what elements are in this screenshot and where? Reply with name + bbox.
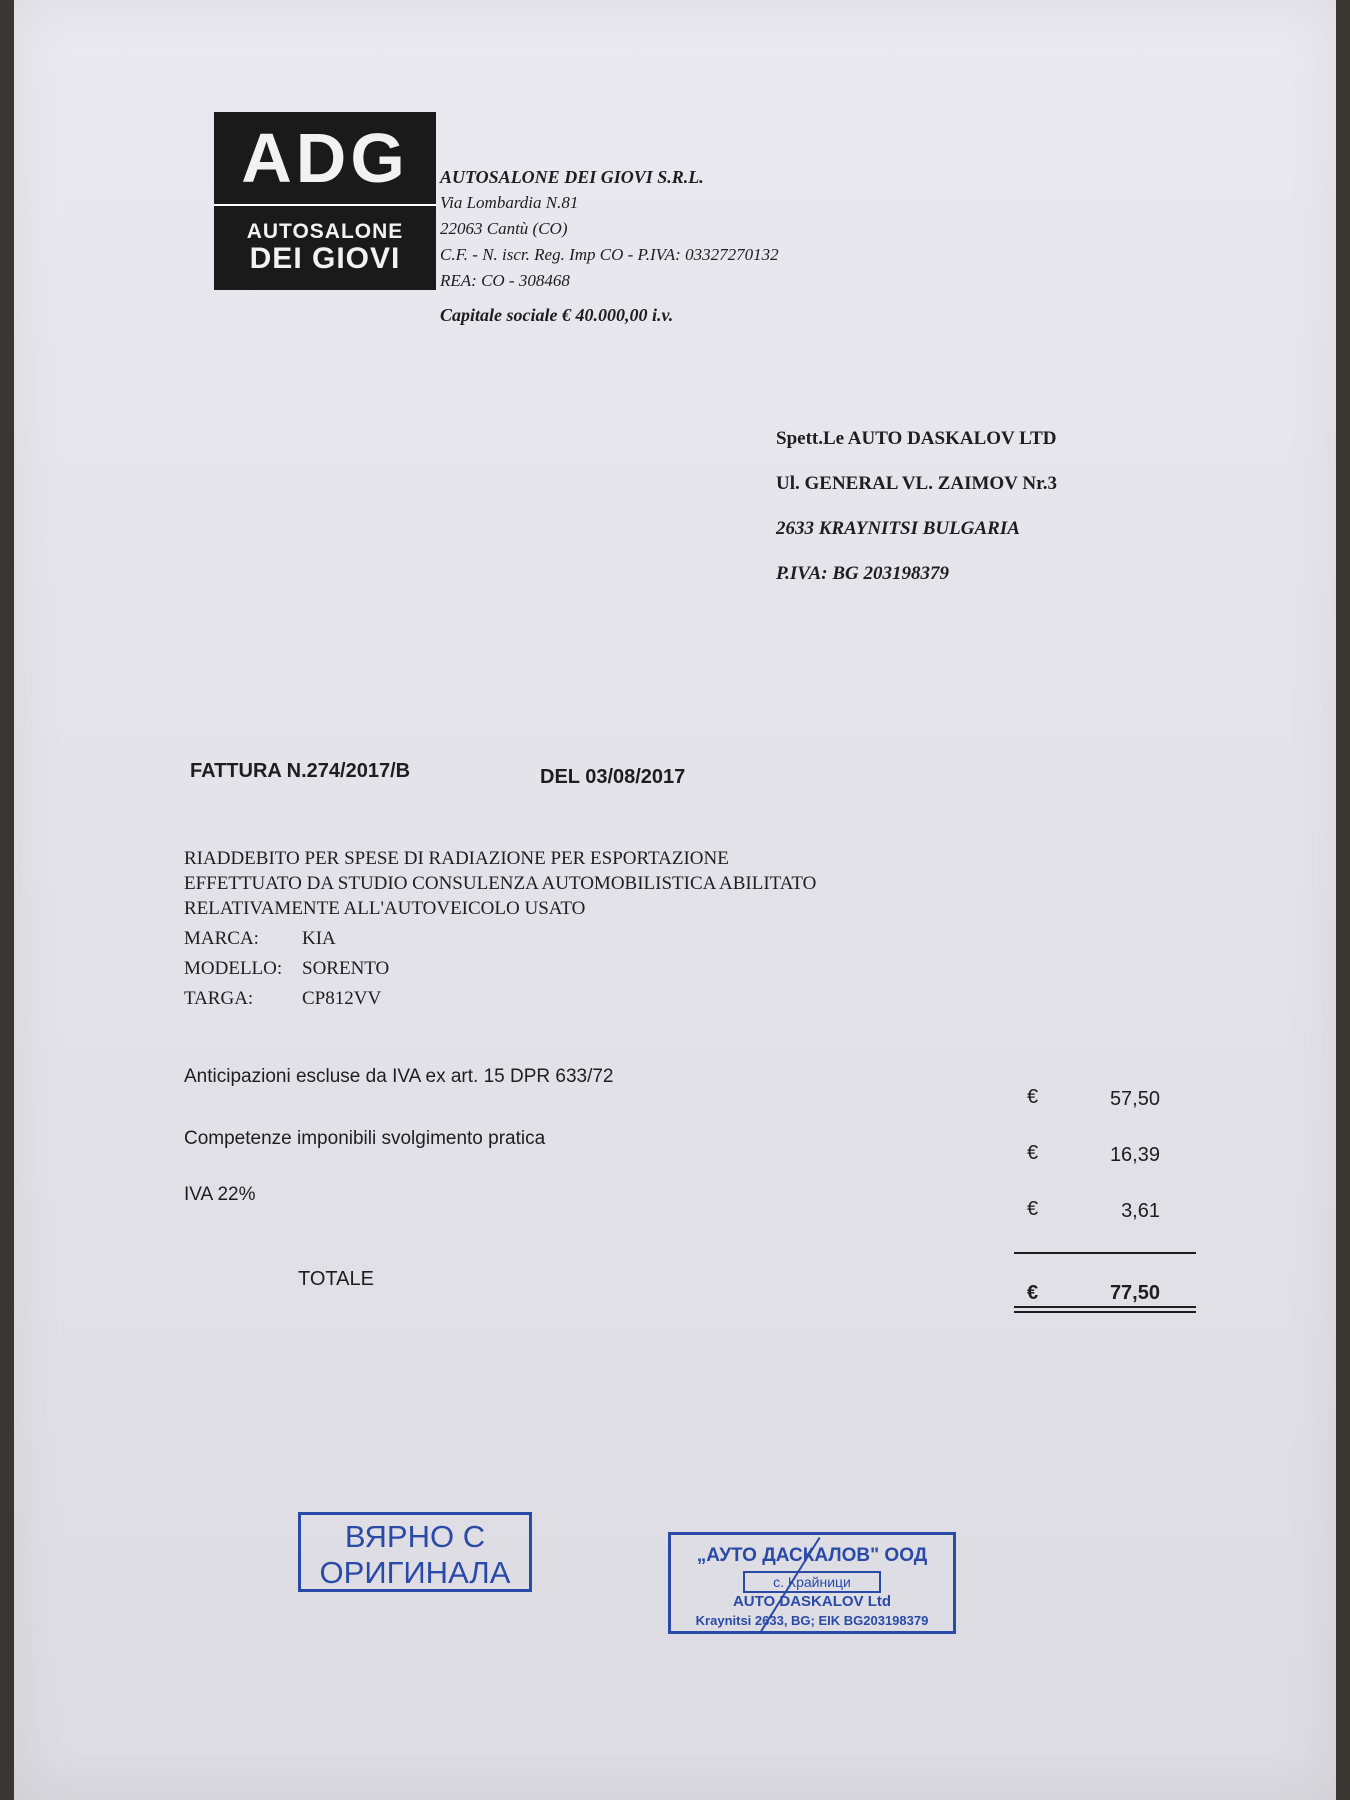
line-item-description: Competenze imponibili svolgimento pratica	[184, 1128, 546, 1149]
total-currency: €	[1027, 1282, 1039, 1304]
line-item-amount: 16,39	[1109, 1144, 1160, 1166]
vehicle-plate-row	[184, 984, 389, 1014]
company-logo	[214, 112, 436, 290]
vehicle-model-label: MODELLO:	[184, 958, 283, 979]
subtotal-rule	[1014, 1252, 1196, 1254]
line-item-description: IVA 22%	[184, 1184, 256, 1205]
vehicle-plate: CP812VV	[302, 988, 382, 1009]
line-item-amount: 3,61	[1121, 1200, 1160, 1222]
logo-text-line1: AUTOSALONE	[246, 220, 404, 243]
line-item-description: Anticipazioni escluse da IVA ex art. 15 DPR 633/72	[184, 1066, 614, 1087]
vehicle-model: SORENTO	[302, 958, 390, 979]
logo-divider	[214, 204, 436, 206]
line-item-currency: €	[1027, 1142, 1039, 1164]
description-line: RIADDEBITO PER SPESE DI RADIAZIONE PER ESPORTAZIONE	[184, 848, 729, 869]
stamp-company-id: Kraynitsi 2633, BG; EIK BG203198379	[695, 1613, 929, 1628]
stamp-text: ОРИГИНАЛА	[319, 1555, 511, 1590]
description-line: RELATIVAMENTE ALL'AUTOVEICOLO USATO	[184, 898, 586, 919]
certified-copy-stamp	[298, 1512, 532, 1592]
line-item-amount: 57,50	[1109, 1088, 1160, 1110]
invoice-number: FATTURA N.274/2017/B	[190, 760, 411, 782]
company-stamp	[668, 1532, 956, 1634]
stamp-text: ВЯРНО С	[344, 1519, 486, 1554]
issuer-address-city: 22063 Cantù (CO)	[440, 219, 568, 238]
invoice-page	[14, 0, 1336, 1800]
recipient-vat: P.IVA: BG 203198379	[776, 563, 949, 584]
total-rule-bottom	[1014, 1311, 1196, 1313]
description-line: EFFETTUATO DA STUDIO CONSULENZA AUTOMOBILISTICA ABILITATO	[184, 873, 817, 894]
recipient-name: Spett.Le AUTO DASKALOV LTD	[776, 428, 1057, 449]
stamp-company-town: с. Крайници	[743, 1571, 881, 1593]
line-item-currency: €	[1027, 1086, 1039, 1108]
invoice-description	[184, 846, 816, 921]
vehicle-make-label: MARCA:	[184, 928, 259, 949]
vehicle-details	[184, 924, 389, 1014]
total-rule-top	[1014, 1306, 1196, 1308]
vehicle-plate-label: TARGA:	[184, 988, 254, 1009]
issuer-rea: REA: CO - 308468	[440, 271, 570, 290]
stamp-company-latin: AUTO DASKALOV Ltd	[732, 1593, 892, 1610]
issuer-tax-id: C.F. - N. iscr. Reg. Imp CO - P.IVA: 03327270132	[440, 245, 779, 264]
vehicle-make-row	[184, 924, 389, 954]
recipient-street: Ul. GENERAL VL. ZAIMOV Nr.3	[776, 473, 1058, 494]
total-label: TOTALE	[298, 1268, 374, 1290]
vehicle-model-row	[184, 954, 389, 984]
recipient-block	[776, 416, 1057, 596]
line-item-currency: €	[1027, 1198, 1039, 1220]
recipient-city: 2633 KRAYNITSI BULGARIA	[776, 518, 1020, 539]
issuer-name: AUTOSALONE DEI GIOVI S.R.L.	[440, 167, 704, 187]
logo-mark: ADG	[241, 119, 409, 197]
issuer-block	[440, 164, 779, 328]
logo-text-line2: DEI GIOVI	[249, 242, 401, 275]
total-amount: 77,50	[1109, 1282, 1160, 1304]
vehicle-make: KIA	[302, 928, 336, 949]
invoice-date: DEL 03/08/2017	[540, 766, 686, 788]
issuer-address-street: Via Lombardia N.81	[440, 193, 579, 212]
stamp-company-name: „АУТО ДАСКАЛОВ" ООД	[696, 1545, 928, 1566]
issuer-capital: Capitale sociale € 40.000,00 i.v.	[440, 305, 674, 325]
